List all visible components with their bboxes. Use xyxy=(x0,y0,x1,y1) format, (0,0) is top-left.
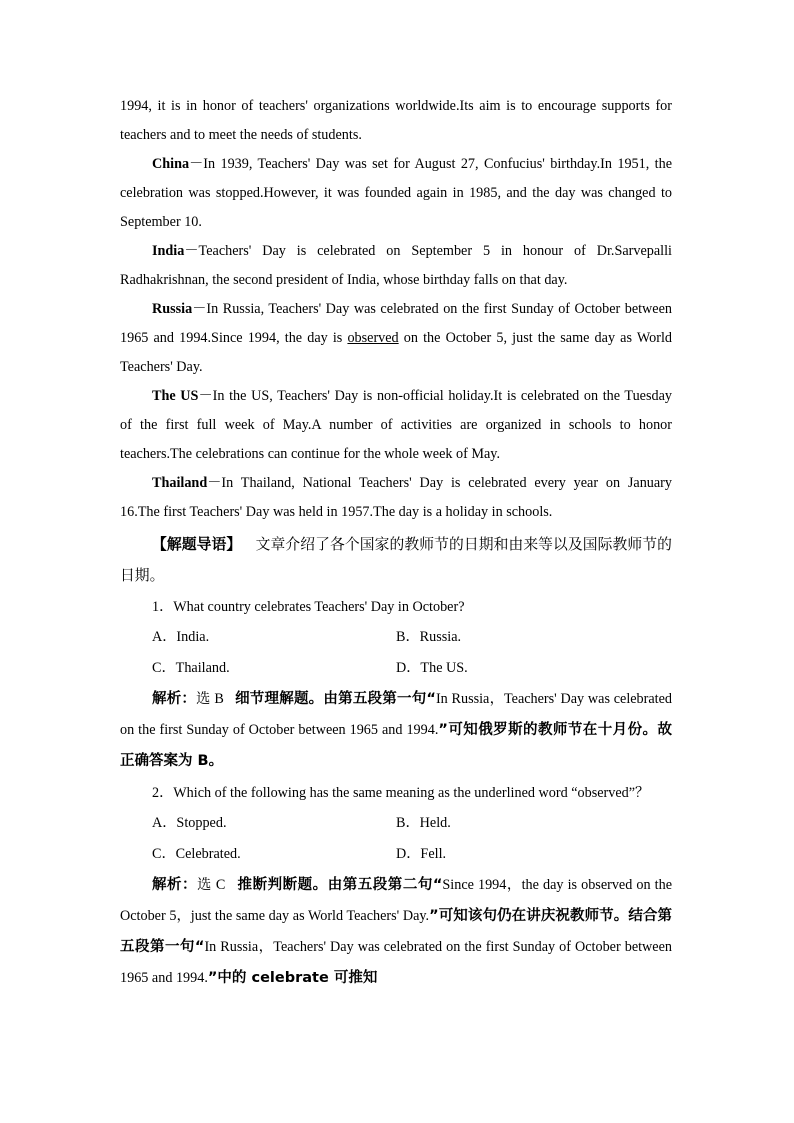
guide-paragraph xyxy=(120,529,672,591)
country-paragraph-india xyxy=(120,237,672,295)
option-d: D．Fell. xyxy=(396,846,447,862)
country-text-before: In Russia, Teachers' Day was celebrated on the first Sunday of October between 1965 and 1994.Since 1994, the day is xyxy=(120,301,672,346)
answer-label: 解析： xyxy=(152,691,197,707)
country-text: In Thailand, National Teachers' Day is celebrated every year on January 16.The first Teachers' Day was held in 1957.The day is a holiday in schools. xyxy=(120,475,672,520)
question-stem-1: 1．What country celebrates Teachers' Day in October? xyxy=(152,599,465,615)
country-name: China xyxy=(152,156,190,172)
country-text: In the US, Teachers' Day is non-official holiday.It is celebrated on the Tuesday of the first full week of May.A number of activities are organized in schools to honor teachers.The celebrations can continue for the whole week of May. xyxy=(120,388,672,462)
country-text-after: on the October 5, just the same day as World Teachers' Day. xyxy=(120,330,672,375)
option-b: B．Russia. xyxy=(396,629,462,645)
country-text: Teachers' Day is celebrated on September 5 in honour of Dr.Sarvepalli Radhakrishnan, the second president of India, whose birthday falls on that day. xyxy=(120,243,672,288)
country-text: In 1939, Teachers' Day was set for August 27, Confucius' birthday.In 1951, the celebration was stopped.However, it was founded again in 1985, and the day was changed to September 10. xyxy=(120,156,672,230)
option-a: A．India. xyxy=(152,629,210,645)
dash: － xyxy=(184,243,199,259)
option-c: C．Celebrated. xyxy=(152,846,241,862)
answer-choice: 选 B xyxy=(196,691,224,707)
underlined-word: observed xyxy=(347,330,399,346)
answer-explanation-2 xyxy=(120,870,672,994)
dash: － xyxy=(189,156,204,172)
country-paragraph-china xyxy=(120,150,672,237)
option-d: D．The US. xyxy=(396,660,468,676)
dash: － xyxy=(192,301,207,317)
dash: － xyxy=(207,475,222,491)
country-name: The US xyxy=(152,388,199,404)
country-paragraph-russia xyxy=(120,295,672,382)
answer-text: 细节理解题。由第五段第一句“ xyxy=(235,691,436,707)
document-page xyxy=(120,92,672,994)
answer-quote: In Russia，Teachers' Day was celebrated on the first Sunday of October between 1965 and 1994. xyxy=(120,691,673,738)
answer-text: 推断判断题。由第五段第二句“ xyxy=(237,877,443,893)
answer-text: ”可知该句仍在讲庆祝教师节。结合第五段第一句“ xyxy=(120,908,673,955)
guide-tag: 【解题导语】 xyxy=(152,536,242,553)
answer-label: 解析： xyxy=(152,877,198,893)
country-name: Russia xyxy=(152,301,193,317)
answer-quote: In Russia，Teachers' Day was celebrated on the first Sunday of October between 1965 and 1994. xyxy=(120,939,672,986)
question-stem-2: 2．Which of the following has the same meaning as the underlined word “observed”？ xyxy=(152,785,650,801)
country-name: Thailand xyxy=(152,475,208,491)
answer-text: ”可知俄罗斯的教师节在十月份。故正确答案为 B。 xyxy=(120,722,672,769)
option-b: B．Held. xyxy=(396,815,451,831)
answer-text: ”中的 celebrate 可推知 xyxy=(207,970,378,986)
guide-text: 文章介绍了各个国家的教师节的日期和由来等以及国际教师节的日期。 xyxy=(120,536,672,584)
country-paragraph-us xyxy=(120,382,672,469)
question-options-2 xyxy=(120,808,672,870)
option-a: A．Stopped. xyxy=(152,815,227,831)
dash: － xyxy=(198,388,213,404)
country-paragraph-thailand xyxy=(120,469,672,527)
answer-explanation-1 xyxy=(120,684,672,777)
intro-paragraph: 1994, it is in honor of teachers' organizations worldwide.Its aim is to encourage supports for teachers and to meet the needs of students. xyxy=(120,98,672,143)
question-options-1 xyxy=(120,622,672,684)
answer-quote: Since 1994，the day is observed on the October 5，just the same day as World Teachers' Day. xyxy=(120,877,672,924)
option-c: C．Thailand. xyxy=(152,660,230,676)
answer-choice: 选 C xyxy=(197,877,226,893)
country-name: India xyxy=(152,243,185,259)
